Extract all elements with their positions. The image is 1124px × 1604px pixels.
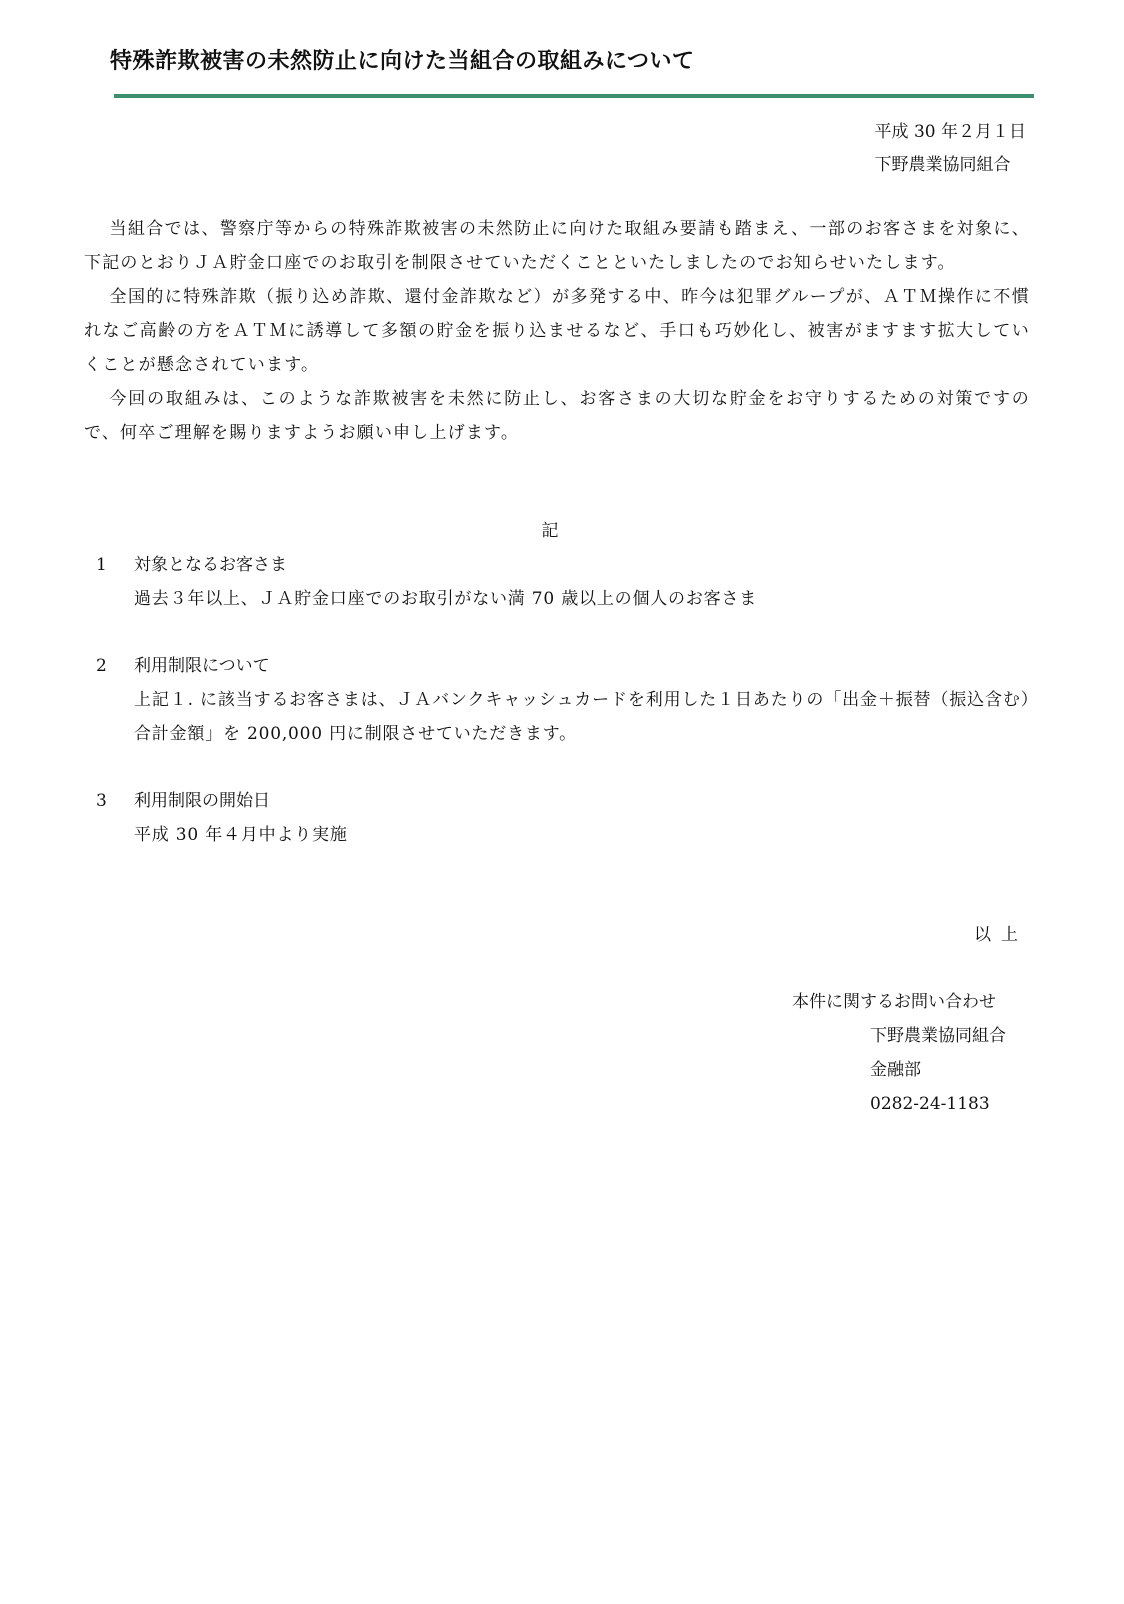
paragraph: 当組合では、警察庁等からの特殊詐欺被害の未然防止に向けた取組み要請も踏まえ、一部のお客さまを対象に、下記のとおりＪＡ貯金口座でのお取引を制限させていただくことといたしましたのでお知らせいたします。 [84, 219, 1030, 273]
contact-phone: 0282-24-1183 [870, 1094, 990, 1114]
item-body: 過去３年以上、ＪＡ貯金口座でのお取引がない満 70 歳以上の個人のお客さま [134, 589, 758, 609]
item-number: 2 [96, 656, 107, 676]
date-issuer-block [875, 116, 1026, 182]
list-item [96, 784, 1030, 852]
notice-body [84, 212, 1030, 450]
issue-date: 平成 30 年２月１日 [874, 122, 1026, 142]
item-heading: 利用制限について [134, 656, 270, 676]
list-item [96, 649, 1030, 751]
contact-heading: 本件に関するお問い合わせ [792, 992, 996, 1012]
item-body: 上記１. に該当するお客さまは、ＪＡバンクキャッシュカードを利用した１日あたりの「出金＋振替（振込含む）合計金額」を 200,000 円に制限させていただきます。 [134, 690, 1030, 744]
item-heading: 対象となるお客さま [134, 555, 287, 575]
closing-mark: 以上 [974, 925, 1028, 945]
contact-org: 下野農業協同組合 [870, 1026, 1006, 1046]
item-number: 1 [96, 555, 107, 575]
item-body: 平成 30 年４月中より実施 [134, 825, 348, 845]
item-number: 3 [96, 791, 107, 811]
title-divider [114, 94, 1034, 98]
item-heading: 利用制限の開始日 [134, 791, 270, 811]
contact-dept: 金融部 [870, 1060, 921, 1080]
document-title: 特殊詐欺被害の未然防止に向けた当組合の取組みについて [110, 49, 695, 74]
issuer-name: 下野農業協同組合 [874, 155, 1011, 175]
paragraph: 今回の取組みは、このような詐欺被害を未然に防止し、お客さまの大切な貯金をお守りするための対策ですので、何卒ご理解を賜りますようお願い申し上げます。 [84, 389, 1030, 443]
ki-heading: 記 [541, 521, 559, 541]
list-item [96, 548, 1030, 616]
contact-block [792, 985, 1006, 1121]
paragraph: 全国的に特殊詐欺（振り込め詐欺、還付金詐欺など）が多発する中、昨今は犯罪グループが、ＡＴＭ操作に不慣れなご高齢の方をＡＴＭに誘導して多額の貯金を振り込ませるなど、手口も巧妙化し、被害がますます拡大していくことが懸念されています。 [84, 287, 1030, 375]
